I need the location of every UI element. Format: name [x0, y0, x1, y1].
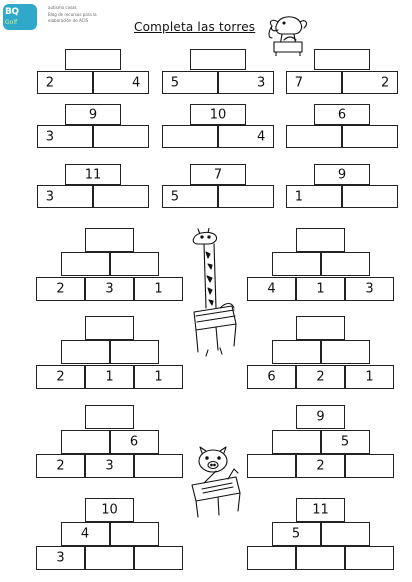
tower-top-cell-value: 7: [213, 167, 223, 182]
tower-base-cell[interactable]: [93, 71, 149, 94]
blog-name: autismo cosas: [48, 5, 77, 10]
pyramid-middle-cell[interactable]: [321, 252, 370, 276]
pyramid-top-cell[interactable]: [85, 405, 134, 429]
pyramid-middle-cell[interactable]: [61, 252, 110, 276]
pyramid-base-cell-value: 1: [154, 369, 163, 385]
pyramid-base-cell-value: 2: [316, 458, 325, 474]
pyramid-base-cell[interactable]: [36, 454, 85, 478]
pyramid-base-cell[interactable]: [296, 365, 345, 389]
tower-base-cell-value: 2: [380, 75, 390, 90]
pyramid-base-cell-value: 3: [105, 458, 114, 474]
giraffe-at-desk-drawing: [186, 228, 240, 358]
tower-base-cell[interactable]: [37, 125, 93, 148]
tower-base-cell[interactable]: [37, 185, 93, 208]
tower-base-cell[interactable]: [218, 185, 274, 208]
pyramid-base-cell[interactable]: [134, 454, 183, 478]
tower-top-cell-value: 11: [84, 167, 102, 182]
pyramid-base-cell-value: 3: [105, 281, 114, 297]
pyramid-middle-cell[interactable]: [110, 252, 159, 276]
pyramid-middle-cell[interactable]: [61, 430, 110, 454]
tower-base-cell-value: 3: [45, 129, 55, 144]
logo-subtext: Golf: [5, 19, 18, 26]
pyramid-base-cell-value: 2: [56, 458, 65, 474]
tower-top-cell[interactable]: [314, 49, 370, 70]
pyramid-base-cell[interactable]: [85, 546, 134, 570]
pyramid-top-cell[interactable]: [85, 498, 134, 522]
pyramid-middle-cell[interactable]: [110, 340, 159, 364]
tower-base-cell[interactable]: [93, 185, 149, 208]
pyramid-middle-cell[interactable]: [110, 430, 159, 454]
pyramid-base-cell[interactable]: [345, 546, 394, 570]
pyramid-base-cell-value: 2: [56, 369, 65, 385]
pyramid-base-cell[interactable]: [36, 546, 85, 570]
tower-base-cell[interactable]: [218, 71, 274, 94]
pyramid-base-cell[interactable]: [296, 454, 345, 478]
logo-text: BQ: [5, 7, 19, 17]
pyramid-base-cell[interactable]: [345, 277, 394, 301]
tower-base-cell[interactable]: [162, 125, 218, 148]
blog-description-line-1: Blog de recursos para la: [48, 12, 97, 17]
tower-base-cell[interactable]: [218, 125, 274, 148]
tower-top-cell[interactable]: [190, 164, 246, 185]
pyramid-middle-cell[interactable]: [272, 430, 321, 454]
tower-top-cell[interactable]: [65, 49, 121, 70]
pyramid-middle-cell-value: 5: [340, 434, 350, 450]
pyramid-top-cell[interactable]: [296, 316, 345, 340]
tower-top-cell[interactable]: [190, 104, 246, 125]
pyramid-base-cell[interactable]: [247, 546, 296, 570]
tower-base-cell[interactable]: [342, 185, 398, 208]
pyramid-base-cell[interactable]: [345, 454, 394, 478]
pyramid-base-cell[interactable]: [296, 277, 345, 301]
blog-description-line-2: elaboración de ACIS: [48, 18, 89, 23]
pyramid-top-cell-value: 10: [101, 502, 118, 518]
blog-logo: [3, 4, 37, 30]
pyramid-base-cell[interactable]: [134, 277, 183, 301]
tower-base-cell[interactable]: [93, 125, 149, 148]
pyramid-middle-cell[interactable]: [272, 522, 321, 546]
tower-top-cell-value: 9: [88, 107, 98, 122]
pyramid-base-cell[interactable]: [247, 454, 296, 478]
tower-top-cell-value: 6: [337, 107, 347, 122]
tower-base-cell-value: 5: [170, 75, 180, 90]
pyramid-top-cell[interactable]: [296, 228, 345, 252]
pyramid-base-cell-value: 2: [316, 369, 325, 385]
pyramid-base-cell[interactable]: [85, 365, 134, 389]
tower-base-cell-value: 2: [45, 75, 55, 90]
pyramid-base-cell-value: 1: [316, 281, 325, 297]
tower-base-cell-value: 4: [256, 129, 266, 144]
pyramid-middle-cell-value: 4: [80, 526, 90, 542]
pyramid-base-cell[interactable]: [247, 277, 296, 301]
pyramid-base-cell[interactable]: [85, 454, 134, 478]
pyramid-middle-cell[interactable]: [61, 340, 110, 364]
pyramid-base-cell[interactable]: [296, 546, 345, 570]
tower-top-cell[interactable]: [65, 104, 121, 125]
tower-base-cell[interactable]: [162, 71, 218, 94]
pyramid-middle-cell-value: 6: [129, 434, 139, 450]
pyramid-base-cell[interactable]: [247, 365, 296, 389]
tower-base-cell[interactable]: [37, 71, 93, 94]
pyramid-base-cell-value: 1: [154, 281, 163, 297]
tower-base-cell[interactable]: [342, 71, 398, 94]
pyramid-base-cell-value: 3: [56, 550, 65, 566]
pyramid-top-cell[interactable]: [296, 498, 345, 522]
tower-base-cell[interactable]: [162, 185, 218, 208]
pyramid-base-cell-value: 1: [365, 369, 374, 385]
pyramid-base-cell-value: 4: [267, 281, 276, 297]
pyramid-base-cell-value: 6: [267, 369, 276, 385]
pyramid-base-cell-value: 3: [365, 281, 374, 297]
pyramid-base-cell-value: 1: [105, 369, 114, 385]
tower-base-cell[interactable]: [342, 125, 398, 148]
pyramid-top-cell[interactable]: [296, 405, 345, 429]
pyramid-base-cell[interactable]: [36, 277, 85, 301]
pyramid-top-cell[interactable]: [85, 316, 134, 340]
tower-top-cell[interactable]: [314, 104, 370, 125]
tower-base-cell-value: 4: [131, 75, 141, 90]
tower-top-cell[interactable]: [190, 49, 246, 70]
pyramid-top-cell[interactable]: [85, 228, 134, 252]
pyramid-middle-cell[interactable]: [272, 252, 321, 276]
tower-base-cell-value: 3: [45, 189, 55, 204]
pyramid-middle-cell[interactable]: [321, 340, 370, 364]
pyramid-base-cell-value: 2: [56, 281, 65, 297]
pyramid-top-cell-value: 9: [316, 409, 325, 425]
pyramid-middle-cell[interactable]: [110, 522, 159, 546]
tower-top-cell-value: 9: [337, 167, 347, 182]
pyramid-middle-cell[interactable]: [272, 340, 321, 364]
pig-at-desk-drawing: [188, 445, 244, 521]
tower-base-cell-value: 1: [294, 189, 304, 204]
pyramid-middle-cell-value: 5: [291, 526, 301, 542]
pyramid-base-cell[interactable]: [134, 546, 183, 570]
pyramid-base-cell[interactable]: [36, 365, 85, 389]
tower-top-cell-value: 10: [209, 107, 227, 122]
pyramid-middle-cell[interactable]: [61, 522, 110, 546]
pyramid-base-cell[interactable]: [85, 277, 134, 301]
tower-top-cell[interactable]: [314, 164, 370, 185]
tower-base-cell-value: 7: [294, 75, 304, 90]
pyramid-base-cell[interactable]: [345, 365, 394, 389]
tower-base-cell-value: 3: [256, 75, 266, 90]
tower-base-cell[interactable]: [286, 185, 342, 208]
pyramid-top-cell-value: 11: [312, 502, 329, 518]
tower-top-cell[interactable]: [65, 164, 121, 185]
elephant-drawing: [264, 12, 310, 56]
pyramid-middle-cell[interactable]: [321, 522, 370, 546]
pyramid-base-cell[interactable]: [134, 365, 183, 389]
tower-base-cell[interactable]: [286, 125, 342, 148]
tower-base-cell[interactable]: [286, 71, 342, 94]
pyramid-middle-cell[interactable]: [321, 430, 370, 454]
page-title: Completa las torres: [134, 20, 256, 34]
tower-base-cell-value: 5: [170, 189, 180, 204]
